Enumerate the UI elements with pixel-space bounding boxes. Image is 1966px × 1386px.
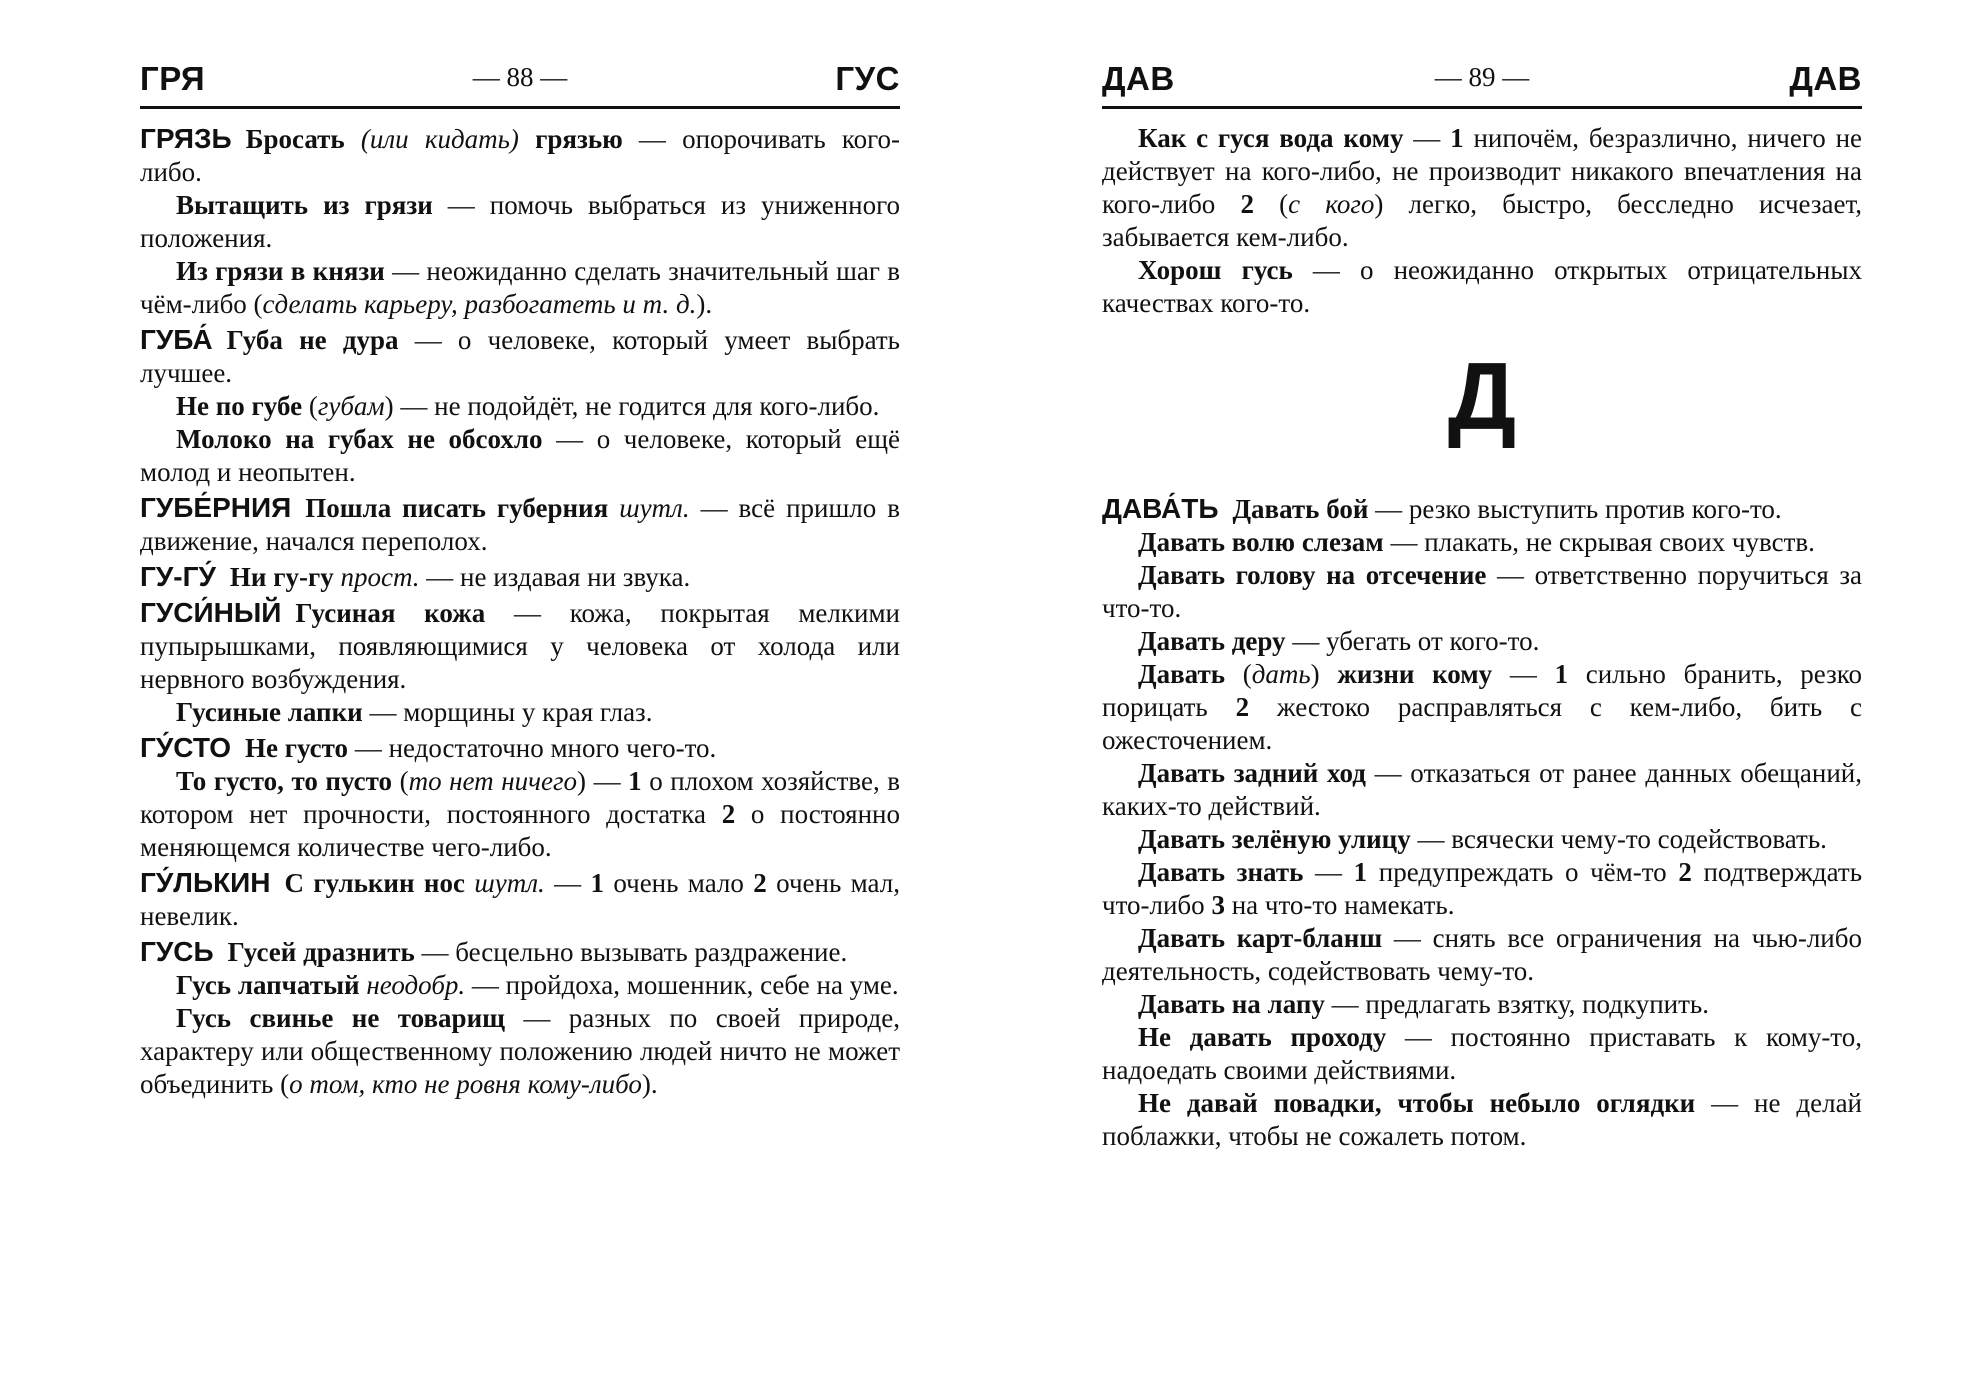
sense-number: 2	[1240, 189, 1254, 219]
phrase: Гусь свинье не товарищ	[176, 1003, 505, 1033]
sense-number: 2	[721, 799, 736, 829]
definition-text: — опорочивать кого-либо.	[140, 124, 900, 187]
headword: ДАВА́ТЬ	[1102, 493, 1219, 524]
usage-note: неодобр.	[366, 970, 466, 1000]
phrase-paragraph	[140, 423, 900, 489]
sense-number: 2	[1678, 857, 1692, 887]
definition-text: ).	[641, 1069, 658, 1099]
definition-text: ) —	[577, 766, 629, 796]
usage-note: дать	[1251, 659, 1311, 689]
definition-text: сильно бранить, резко порицать	[1102, 659, 1862, 722]
phrase-paragraph	[1102, 1021, 1862, 1087]
definition-text: — помочь выбраться из униженного положения.	[140, 190, 900, 253]
sense-number: 1	[1554, 659, 1569, 689]
definition-text: — постоянно приставать к кому-то, надоедать своими действиями.	[1102, 1022, 1862, 1085]
definition-text: ).	[696, 289, 713, 319]
entry-first-line	[140, 323, 900, 390]
definition-text: — о человеке, который умеет выбрать лучшее.	[140, 325, 900, 388]
dictionary-entry	[140, 731, 900, 864]
entry-first-line	[140, 866, 900, 933]
phrase: Давать зелёную улицу	[1138, 824, 1411, 854]
headword: ГУ́СТО	[140, 732, 231, 763]
definition-text: — бесцельно вызывать раздражение.	[414, 937, 848, 967]
guide-word-first: ДАВ	[1102, 60, 1175, 97]
phrase: Давать	[1138, 659, 1243, 689]
definition-text: — недостаточно много чего-то.	[348, 733, 717, 763]
definition-text: — не издавая ни звука.	[419, 562, 691, 592]
phrase: Давать волю слезам	[1138, 527, 1384, 557]
entry-first-line	[1102, 492, 1862, 526]
definition-text: — отказаться от ранее данных обещаний, каких-то действий.	[1102, 758, 1863, 821]
phrase: Не густо	[245, 733, 349, 763]
definition-text: — разных по своей природе, характеру или общественному положению людей ничто не может объединить (	[140, 1003, 901, 1099]
definition-text: жестоко расправляться с кем-либо, бить с ожесточением.	[1102, 692, 1863, 755]
definition-text: — пройдоха, мошенник, себе на уме.	[465, 970, 899, 1000]
phrase-paragraph	[140, 969, 900, 1002]
phrase: Не давай повадки, чтобы небыло оглядки	[1138, 1088, 1696, 1118]
running-header	[1102, 56, 1862, 109]
phrase: То густо, то пусто	[176, 766, 400, 796]
definition-text: — кожа, покрытая мелкими пупырышками, появляющимися у человека от холода или нервного возбуждения.	[140, 598, 900, 694]
definition-text: — резко выступить против кого-то.	[1368, 494, 1782, 524]
definition-text: — плакать, не скрывая своих чувств.	[1383, 527, 1815, 557]
dictionary-entry	[140, 596, 900, 729]
dictionary-entry	[140, 122, 900, 321]
guide-word-last: ГУС	[835, 60, 900, 97]
phrase-paragraph	[140, 765, 900, 864]
headword: ГУ-ГУ́	[140, 561, 216, 592]
phrase-paragraph	[1102, 559, 1862, 625]
phrase-paragraph	[1102, 122, 1862, 254]
phrase: Давать знать	[1138, 857, 1304, 887]
entry-first-line	[140, 560, 900, 594]
definition-text: (	[1253, 189, 1289, 219]
phrase-paragraph	[1102, 526, 1862, 559]
phrase-paragraph	[1102, 1087, 1862, 1153]
dictionary-entry	[140, 935, 900, 1101]
continued-entry	[1102, 122, 1862, 320]
phrase-paragraph	[1102, 658, 1862, 757]
definition-text: (	[399, 766, 409, 796]
sense-number: 2	[1235, 692, 1250, 722]
definition-text: — о человеке, который ещё молод и неопытен.	[140, 424, 900, 487]
phrase-paragraph	[1102, 823, 1862, 856]
definition-text: — всё пришло в движение, начался переполох.	[140, 493, 900, 556]
usage-note: прост.	[340, 562, 420, 592]
phrase: Давать голову на отсечение	[1138, 560, 1487, 590]
usage-note: шутл.	[619, 493, 690, 523]
phrase: Из грязи в князи	[176, 256, 385, 286]
usage-note: сделать карьеру, разбогатеть и т. д.	[262, 289, 697, 319]
definition-text: —	[544, 868, 591, 898]
phrase: Как с гуся вода кому	[1138, 123, 1404, 153]
definition-text: —	[1403, 123, 1451, 153]
entry-first-line	[140, 491, 900, 558]
dictionary-entry	[140, 323, 900, 489]
entry-first-line	[140, 731, 900, 765]
phrase-paragraph	[1102, 856, 1862, 922]
definition-text: о постоянно меняющемся количестве чего-либо.	[140, 799, 900, 862]
phrase: Давать на лапу	[1138, 989, 1325, 1019]
sense-number: 1	[590, 868, 604, 898]
phrase: С гулькин нос	[284, 868, 475, 898]
usage-note: с кого	[1288, 189, 1375, 219]
phrase: Губа не дура	[226, 325, 399, 355]
headword: ГУБЕ́РНИЯ	[140, 492, 292, 523]
sense-number: 3	[1211, 890, 1225, 920]
page-number: — 88 —	[472, 62, 568, 92]
definition-text: — предлагать взятку, подкупить.	[1324, 989, 1709, 1019]
definition-text: — всячески чему-то содействовать.	[1410, 824, 1827, 854]
phrase: Бросать	[245, 124, 361, 154]
usage-note: губам	[317, 391, 385, 421]
phrase: Давать бой	[1232, 494, 1369, 524]
page-number: — 89 —	[1434, 62, 1530, 92]
phrase: Не давать проходу	[1138, 1022, 1387, 1052]
definition-text: — не делай поблажки, чтобы не сожалеть потом.	[1102, 1088, 1863, 1151]
phrase: Гусиная кожа	[295, 598, 486, 628]
dictionary-entry	[140, 491, 900, 558]
dictionary-entry	[1102, 492, 1862, 1153]
definition-text: ) — не подойдёт, не годится для кого-либо.	[384, 391, 880, 421]
sense-number: 1	[1353, 857, 1368, 887]
phrase: Гусь лапчатый	[176, 970, 367, 1000]
phrase: Давать деру	[1138, 626, 1286, 656]
phrase-paragraph	[140, 390, 900, 423]
definition-text: — морщины у края глаз.	[362, 697, 653, 727]
definition-text: предупреждать о чём-то	[1367, 857, 1679, 887]
headword: ГУСЬ	[140, 936, 214, 967]
phrase-paragraph	[1102, 757, 1862, 823]
headword: ГУ́ЛЬКИН	[140, 867, 271, 898]
definition-text: очень мало	[603, 868, 754, 898]
definition-text: — неожиданно сделать значительный шаг в чём-либо (	[140, 256, 900, 319]
usage-note: шутл.	[474, 868, 545, 898]
section-letter: Д	[1447, 343, 1517, 450]
phrase: Гусиные лапки	[176, 697, 363, 727]
definition-text: ) легко, быстро, бесследно исчезает, забывается кем-либо.	[1102, 189, 1862, 252]
definition-text: )	[1310, 659, 1338, 689]
phrase-paragraph	[1102, 922, 1862, 988]
definition-text: (	[1242, 659, 1252, 689]
headword: ГУБА́	[140, 324, 213, 355]
definition-text: нипочём, безразлично, ничего не действует на кого-либо, не производит никакого впечатления на кого-либо	[1102, 123, 1863, 219]
entry-first-line	[140, 935, 900, 969]
usage-note: о том, кто не ровня кому-либо	[289, 1069, 642, 1099]
definition-text: — ответственно поручиться за что-то.	[1102, 560, 1862, 623]
phrase: Ни гу-гу	[229, 562, 341, 592]
guide-word-first: ГРЯ	[140, 60, 206, 97]
entry-first-line	[140, 596, 900, 696]
headword: ГРЯЗЬ	[140, 123, 232, 154]
sense-number: 1	[1450, 123, 1464, 153]
definition-text: — убегать от кого-то.	[1285, 626, 1540, 656]
definition-text: подтверждать что-либо	[1102, 857, 1863, 920]
usage-note: (или кидать)	[360, 124, 536, 154]
phrase: Давать задний ход	[1138, 758, 1366, 788]
usage-note: то нет ничего	[408, 766, 578, 796]
page-body	[1102, 122, 1862, 1155]
phrase: Гусей дразнить	[227, 937, 415, 967]
sense-number: 2	[753, 868, 767, 898]
phrase: грязью	[535, 124, 623, 154]
definition-text: — снять все ограничения на чью-либо деятельность, содействовать чему-то.	[1102, 923, 1862, 986]
definition-text: (	[302, 391, 318, 421]
guide-word-last: ДАВ	[1789, 60, 1862, 97]
phrase: Вытащить из грязи	[176, 190, 433, 220]
phrase-paragraph	[140, 1002, 900, 1101]
definition-text: —	[1303, 857, 1354, 887]
definition-text: на что-то намекать.	[1224, 890, 1455, 920]
entry-first-line	[140, 122, 900, 189]
phrase-paragraph	[1102, 254, 1862, 320]
phrase-paragraph	[1102, 988, 1862, 1021]
page-body	[140, 122, 900, 1103]
headword: ГУСИ́НЫЙ	[140, 597, 282, 628]
phrase: жизни кому	[1337, 659, 1493, 689]
running-header	[140, 56, 900, 109]
definition-text: о плохом хозяйстве, в котором нет прочности, постоянного достатка	[140, 766, 901, 829]
phrase-paragraph	[140, 255, 900, 321]
phrase-paragraph	[140, 696, 900, 729]
definition-text: —	[1492, 659, 1555, 689]
phrase: Не по губе	[176, 391, 303, 421]
phrase-paragraph	[140, 189, 900, 255]
dictionary-entry	[140, 560, 900, 594]
sense-number: 1	[628, 766, 642, 796]
definition-text: — о неожиданно открытых отрицательных качествах кого-то.	[1102, 255, 1863, 318]
phrase: Пошла писать губерния	[305, 493, 620, 523]
phrase: Молоко на губах не обсохло	[176, 424, 543, 454]
phrase-paragraph	[1102, 625, 1862, 658]
definition-text: очень мал, невелик.	[140, 868, 900, 931]
phrase: Давать карт-бланш	[1138, 923, 1383, 953]
dictionary-entry	[140, 866, 900, 933]
phrase: Хорош гусь	[1138, 255, 1293, 285]
